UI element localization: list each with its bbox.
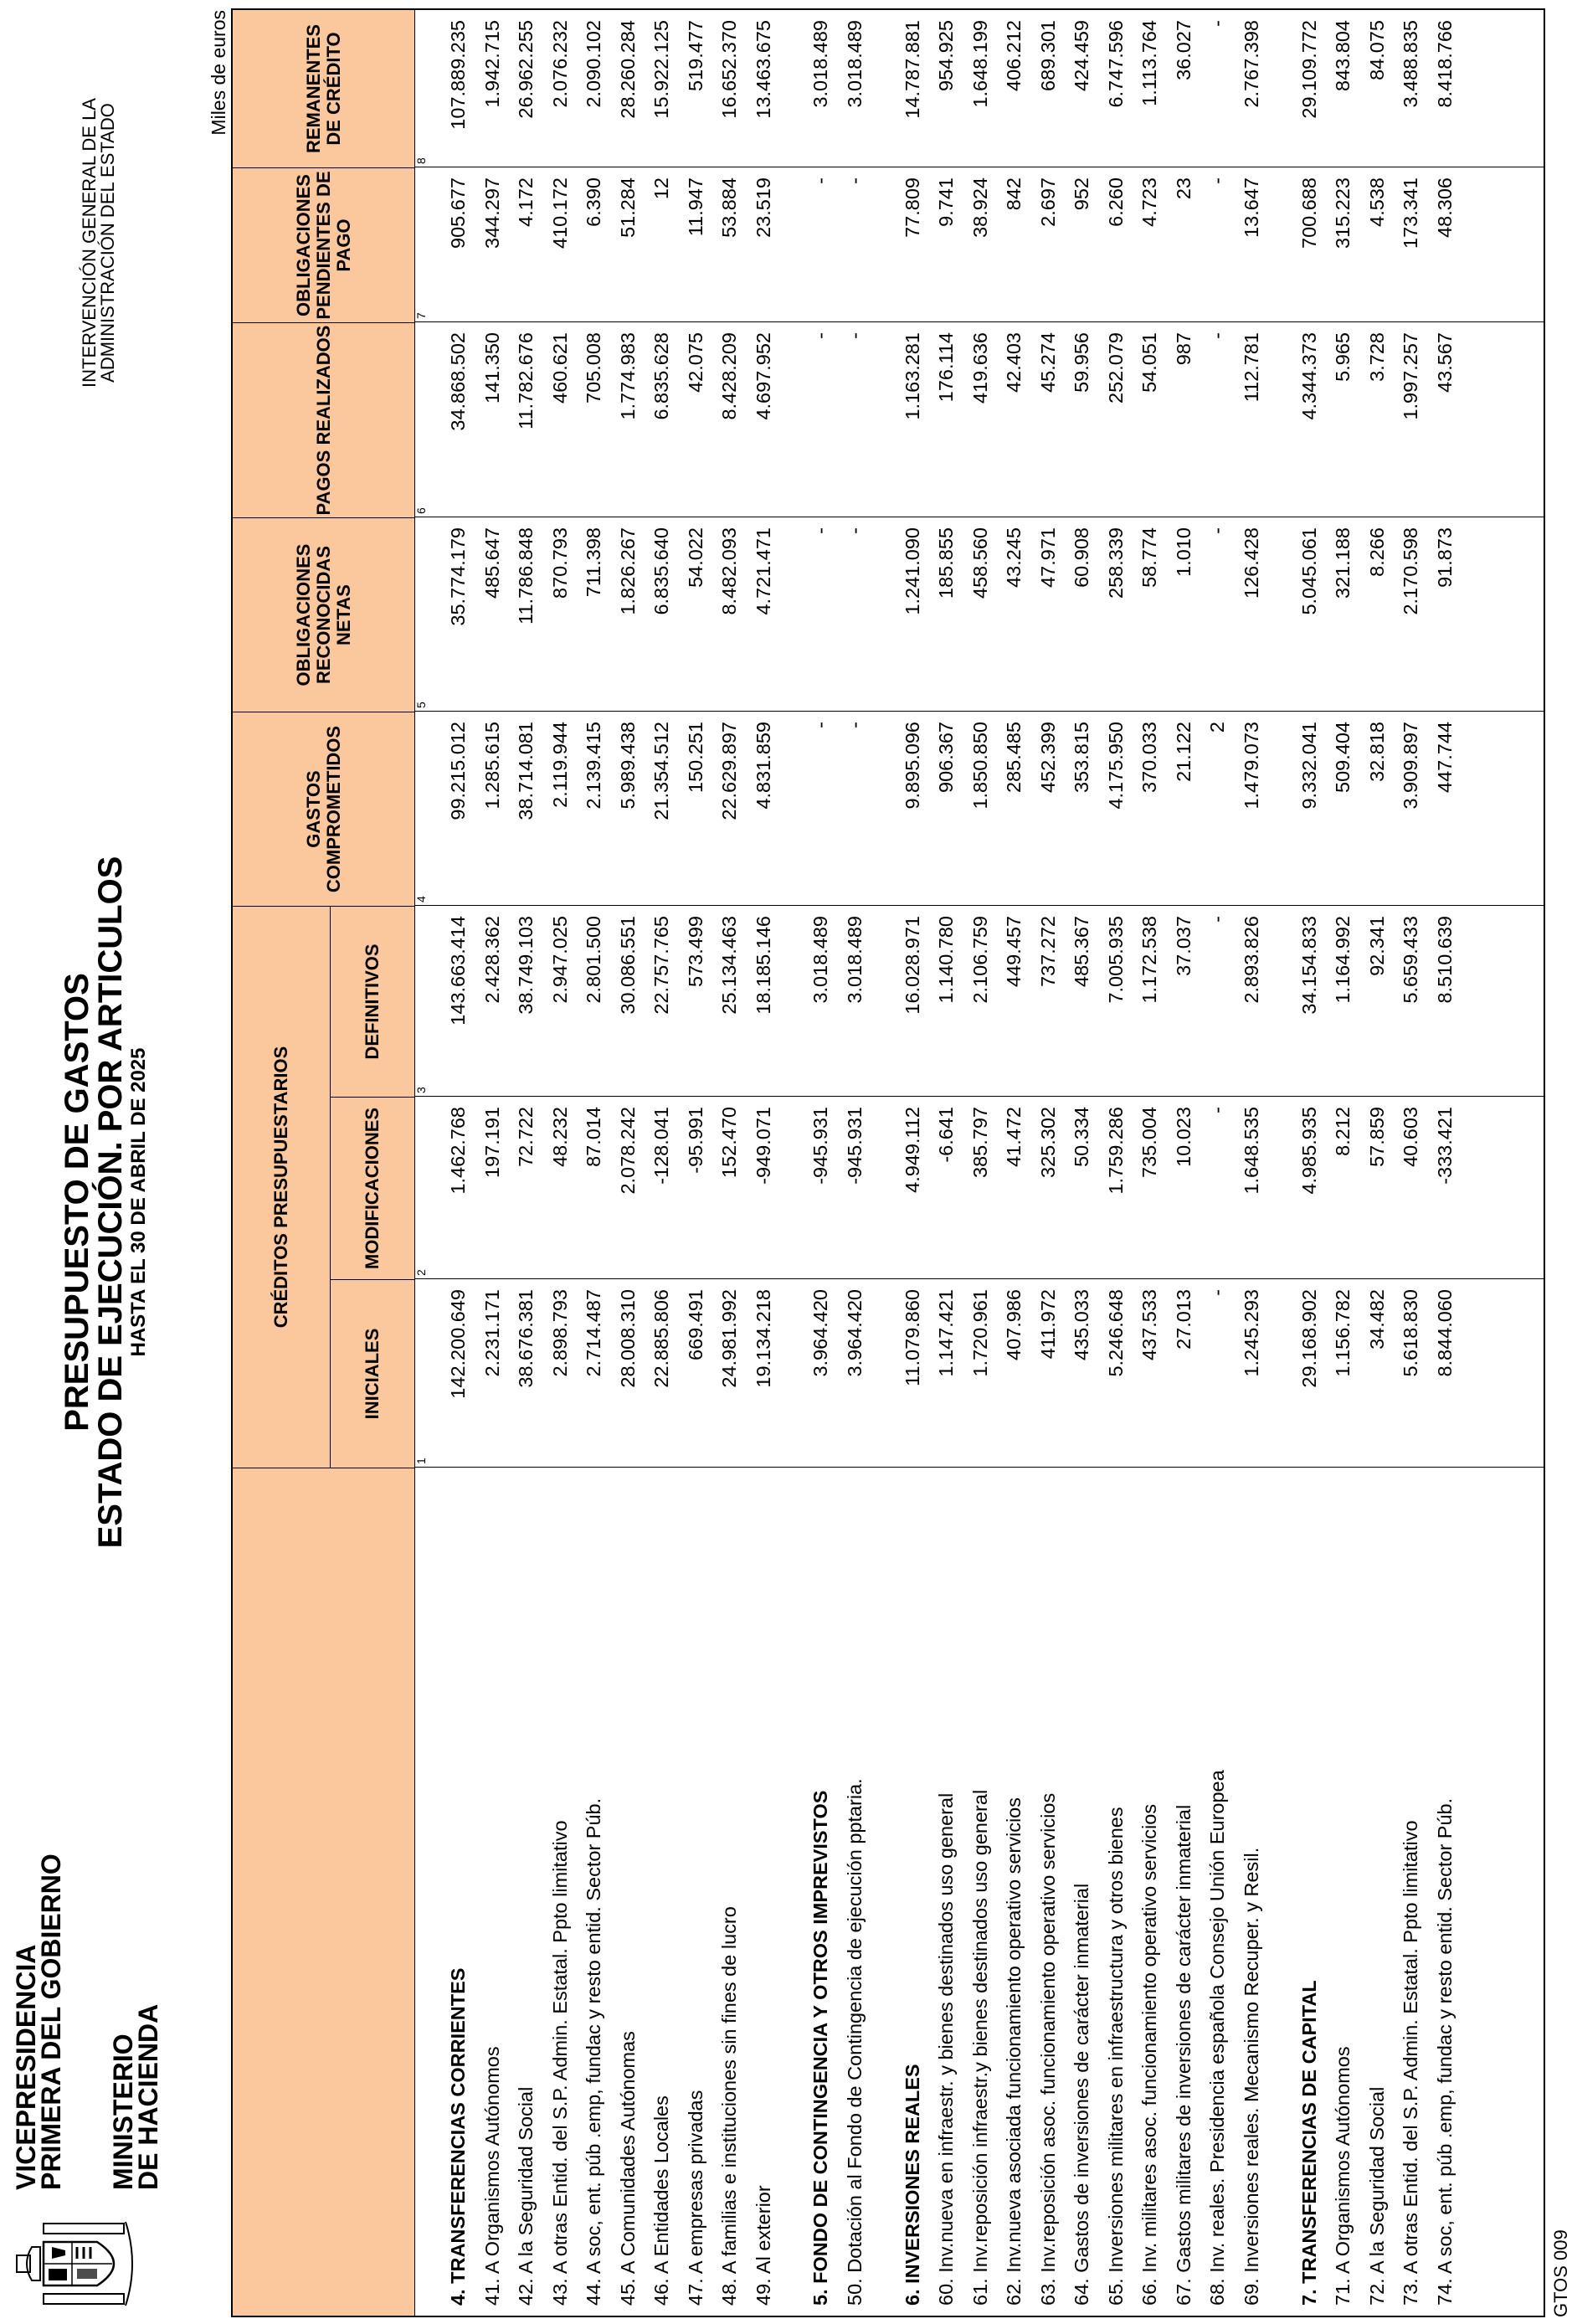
cell-value: 42.075 [685,332,706,393]
cell-value: 38.676.381 [515,1289,537,1388]
cell-value: 1.010 [1173,527,1194,577]
cell-value: 77.809 [902,177,923,238]
cell-value: 460.621 [549,332,571,404]
cell-value: 92.341 [1366,916,1388,976]
cell-value: 112.781 [1241,332,1262,403]
cell-value: - [1206,916,1228,923]
cell-value: 1.164.992 [1332,916,1354,1004]
cell-value: 28.260.284 [617,20,639,119]
cell-value: 51.284 [617,177,639,238]
cell-value: 1.285.615 [481,722,503,810]
article-concept: 43. A otras Entid. del S.P. Admin. Estatal. Ppto limitativo [549,1820,571,2306]
cell-value: 14.787.881 [902,20,923,119]
igae-block [80,67,117,419]
cell-value: 447.744 [1434,722,1456,793]
cell-value: 28.008.310 [617,1289,639,1388]
cell-value: 842 [1003,177,1025,211]
cell-value: 1.479.073 [1241,722,1262,810]
cell-value: 905.677 [447,177,469,249]
cell-value: - [1206,1107,1228,1113]
cell-value: 40.603 [1400,1107,1421,1167]
cell-value: 3.018.489 [844,916,866,1004]
cell-value: 2 [1206,722,1228,733]
article-concept: 74. A soc, ent. púb .emp, fundac y resto entid. Sector Púb. [1434,1797,1456,2306]
column-rule [415,321,1544,322]
cell-value: 4.697.952 [753,332,774,420]
cell-value: 2.714.487 [583,1289,604,1377]
cell-value: 38.714.081 [515,722,537,820]
column-number: 8 [414,157,428,164]
cell-value: 700.688 [1298,177,1320,249]
cell-value: -6.641 [935,1107,957,1163]
group-concept: 4. TRANSFERENCIAS CORRIENTES [447,1967,469,2306]
cell-value: 6.835.640 [650,527,672,615]
article-concept: 61. Inv.reposición infraestr.y bienes destinados uso general [969,1789,991,2306]
coat-of-arms-icon [13,2219,139,2309]
cell-value: - [809,527,831,534]
cell-value: 509.404 [1332,722,1354,793]
cell-value: 2.947.025 [549,916,571,1004]
cell-value: -333.421 [1434,1107,1456,1185]
ministry-line-2: DE HACIENDA [133,2003,163,2190]
cell-value: 2.078.242 [617,1107,639,1195]
cell-value: 737.272 [1037,916,1059,987]
cell-value: 353.815 [1071,722,1092,793]
cell-value: 8.510.639 [1434,916,1456,1004]
cell-value: 8.418.766 [1434,20,1456,108]
article-concept: 73. A otras Entid. del S.P. Admin. Estatal. Ppto limitativo [1400,1820,1421,2306]
cell-value: 57.859 [1366,1107,1388,1167]
cell-value: 4.344.373 [1298,332,1320,420]
cell-value: 142.200.649 [447,1289,469,1399]
cell-value: 19.134.218 [753,1289,774,1388]
cell-value: 24.981.992 [718,1289,740,1388]
cell-value: 573.499 [685,916,706,987]
article-concept: 65. Inversiones militares en infraestructura y otros bienes [1105,1807,1127,2306]
cell-value: 53.884 [718,177,740,238]
cell-value: 143.663.414 [447,916,469,1026]
cell-value: 36.027 [1173,20,1194,80]
cell-value: 4.831.859 [753,722,774,810]
cell-value: 34.154.833 [1298,916,1320,1015]
column-rule [415,1467,1544,1468]
cell-value: 9.895.096 [902,722,923,810]
cell-value: 1.774.983 [617,332,639,420]
cell-value: 5.965 [1332,332,1354,382]
column-number: 2 [414,1269,428,1276]
cell-value: 485.647 [481,527,503,599]
cell-value: 41.472 [1003,1107,1025,1167]
column-number: 6 [414,507,428,514]
cell-value: 22.885.806 [650,1289,672,1388]
vicepresidency-line-1: VICEPRESIDENCIA [11,1944,41,2190]
cell-value: 38.749.103 [515,916,537,1015]
cell-value: 26.962.255 [515,20,537,119]
cell-value: 987 [1173,332,1194,366]
cell-value: 285.485 [1003,722,1025,793]
cell-value: 58.774 [1138,527,1160,588]
cell-value: 4.538 [1366,177,1388,227]
footer-code: GTOS 009 [1550,2229,1571,2317]
cell-value: 9.741 [935,177,957,227]
article-concept: 67. Gastos militares de inversiones de carácter inmaterial [1173,1804,1194,2306]
cell-value: 1.241.090 [902,527,923,615]
article-concept: 60. Inv.nueva en infraestr. y bienes destinados uso general [935,1792,957,2306]
cell-value: 2.119.944 [549,722,571,808]
cell-value: 37.037 [1173,916,1194,976]
cell-value: 258.339 [1105,527,1127,599]
article-concept: 64. Gastos de inversiones de carácter inmaterial [1071,1883,1092,2306]
cell-value: 6.747.596 [1105,20,1127,108]
article-concept: 46. A Entidades Locales [650,2095,672,2306]
cell-value: 519.477 [685,20,706,91]
cell-value: 27.013 [1173,1289,1194,1350]
cell-value: 48.306 [1434,177,1456,238]
cell-value: 406.212 [1003,20,1025,91]
cell-value: 7.005.935 [1105,916,1127,1004]
cell-value: 252.079 [1105,332,1127,404]
cell-value: 424.459 [1071,20,1092,91]
cell-value: 1.826.267 [617,527,639,615]
cell-value: 6.835.628 [650,332,672,420]
cell-value: 2.893.826 [1241,916,1262,1004]
cell-value: 315.223 [1332,177,1354,249]
cell-value: 3.964.420 [809,1289,831,1377]
article-concept: 44. A soc, ent. púb .emp, fundac y resto entid. Sector Púb. [583,1797,604,2306]
cell-value: 1.172.538 [1138,916,1160,1004]
cell-value: 87.014 [583,1107,604,1167]
cell-value: 5.989.438 [617,722,639,810]
cell-value: 6.260 [1105,177,1127,227]
cell-value: -128.041 [650,1107,672,1185]
title-line-3: HASTA EL 30 DE ABRIL DE 2025 [127,1047,150,1357]
cell-value: 735.004 [1138,1107,1160,1178]
cell-value: 1.462.768 [447,1107,469,1195]
cell-value: 34.868.502 [447,332,469,431]
cell-value: 437.533 [1138,1289,1160,1360]
cell-value: 9.332.041 [1298,722,1320,810]
cell-value: 3.018.489 [844,20,866,108]
cell-value: 8.266 [1366,527,1388,577]
cell-value: 325.302 [1037,1107,1059,1178]
cell-value: 23.519 [753,177,774,238]
cell-value: 870.793 [549,527,571,599]
units-label: Miles de euros [208,10,229,136]
cell-value: 34.482 [1366,1289,1388,1350]
cell-value: 99.215.012 [447,722,469,820]
igae-line-1: INTERVENCIÓN GENERAL DE LA [79,98,100,388]
cell-value: 689.301 [1037,20,1059,91]
cell-value: 152.470 [718,1107,740,1178]
cell-value: 2.139.415 [583,722,604,810]
cell-value: 29.168.902 [1298,1289,1320,1388]
column-number: 7 [414,312,428,319]
cell-value: 1.997.257 [1400,332,1421,420]
cell-value: 3.909.897 [1400,722,1421,810]
cell-value: 1.648.199 [969,20,991,108]
cell-value: 4.172 [515,177,537,227]
cell-value: 370.033 [1138,722,1160,793]
cell-value: 8.482.093 [718,527,740,615]
cell-value: 43.245 [1003,527,1025,588]
cell-value: -95.991 [685,1107,706,1174]
cell-value: 4.721.471 [753,527,774,615]
cell-value: 12 [650,177,672,200]
cell-value: 485.367 [1071,916,1092,987]
igae-line-2: ADMINISTRACIÓN DEL ESTADO [97,103,118,383]
article-concept: 50. Dotación al Fondo de Contingencia de ejecución pptaria. [844,1778,866,2306]
cell-value: 38.924 [969,177,991,238]
cell-value: 91.873 [1434,527,1456,588]
vicepresidency-line-2: PRIMERA DEL GOBIERNO [36,1854,66,2190]
group-concept: 7. TRANSFERENCIAS DE CAPITAL [1298,1980,1320,2306]
budget-table [231,8,1545,2317]
cell-value: 197.191 [481,1107,503,1178]
cell-value: - [844,332,866,339]
cell-value: 3.018.489 [809,20,831,108]
cell-value: 1.163.281 [902,332,923,420]
cell-value: - [844,722,866,728]
cell-value: - [1206,20,1228,27]
cell-value: 35.774.179 [447,527,469,626]
article-concept: 68. Inv. reales. Presidencia española Consejo Unión Europea [1206,1770,1228,2306]
cell-value: 1.648.535 [1241,1107,1262,1195]
cell-value: 5.659.433 [1400,916,1421,1004]
cell-value: 11.947 [685,177,706,237]
article-concept: 71. A Organismos Autónomos [1332,2046,1354,2306]
cell-value: 42.403 [1003,332,1025,393]
report-title [60,616,151,1788]
column-rule [415,905,1544,906]
article-concept: 47. A empresas privadas [685,2090,706,2306]
col-header-7: OBLIGACIONES PENDIENTES DE PAGO [233,167,415,322]
cell-value: 3.018.489 [809,916,831,1004]
cell-value: 59.956 [1071,332,1092,393]
article-concept: 48. A familias e instituciones sin fines de lucro [718,1906,740,2306]
cell-value: - [809,177,831,184]
cell-value: 4.175.950 [1105,722,1127,810]
cell-value: 13.647 [1241,177,1262,238]
cell-value: - [844,527,866,534]
cell-value: 2.697 [1037,177,1059,227]
cell-value: 4.723 [1138,177,1160,227]
cell-value: 5.618.830 [1400,1289,1421,1377]
cell-value: 107.889.235 [447,20,469,130]
column-number: 5 [414,702,428,708]
col-header-2: MODIFICACIONES [331,1097,415,1279]
cell-value: 2.898.793 [549,1289,571,1377]
cell-value: 11.079.860 [902,1289,923,1386]
cell-value: 25.134.463 [718,916,740,1015]
ministry-line-1: MINISTERIO [108,2034,138,2190]
cell-value: 449.457 [1003,916,1025,987]
cell-value: 1.759.286 [1105,1107,1127,1195]
article-concept: 45. A Comunidades Autónomas [617,2031,639,2306]
article-concept: 41. A Organismos Autónomos [481,2046,503,2306]
cell-value: 435.033 [1071,1289,1092,1360]
cell-value: 47.971 [1037,527,1059,588]
column-number: 1 [414,1458,428,1464]
cell-value: 176.114 [935,332,957,403]
cell-value: 954.925 [935,20,957,91]
article-concept: 72. A la Seguridad Social [1366,2086,1388,2306]
cell-value: 1.113.764 [1138,20,1160,106]
cell-value: 2.076.232 [549,20,571,108]
cell-value: 2.231.171 [481,1289,503,1377]
cell-value: 16.028.971 [902,916,923,1015]
article-concept: 62. Inv.nueva asociada funcionamiento operativo servicios [1003,1797,1025,2306]
cell-value: 4.949.112 [902,1107,923,1193]
cell-value: 1.720.961 [969,1289,991,1377]
article-concept: 69. Inversiones reales. Mecanismo Recuper. y Resil. [1241,1847,1262,2306]
cell-value: 2.090.102 [583,20,604,108]
cell-value: 48.232 [549,1107,571,1167]
cell-value: - [1206,527,1228,534]
cell-value: 32.818 [1366,722,1388,782]
cell-value: 54.022 [685,527,706,588]
cell-value: 407.986 [1003,1289,1025,1360]
cell-value: 185.855 [935,527,957,599]
cell-value: -945.931 [844,1107,866,1185]
cell-value: 21.354.512 [650,722,672,820]
cell-value: 45.274 [1037,332,1059,393]
cell-value: 385.797 [969,1107,991,1178]
cell-value: 15.922.125 [650,20,672,119]
cell-value: 906.367 [935,722,957,793]
cell-value: 22.629.897 [718,722,740,820]
cell-value: 150.251 [685,722,706,793]
cell-value: 1.156.782 [1332,1289,1354,1377]
cell-value: 141.350 [481,332,503,404]
cell-value: 6.390 [583,177,604,227]
cell-value: 711.398 [583,527,604,598]
cell-value: 419.636 [969,332,991,404]
column-rule [415,1278,1544,1279]
group-concept: 5. FONDO DE CONTINGENCIA Y OTROS IMPREVISTOS [809,1790,831,2306]
cell-value: 11.782.676 [515,332,537,429]
cell-value: 411.972 [1037,1289,1059,1360]
cell-value: 29.109.772 [1298,20,1320,119]
cell-value: 126.428 [1241,527,1262,599]
article-concept: 42. A la Seguridad Social [515,2086,537,2306]
cell-value: 11.786.848 [515,527,537,625]
cell-value: - [1206,1289,1228,1296]
cell-value: 2.428.362 [481,916,503,1004]
cell-value: 4.985.935 [1298,1107,1320,1195]
ministry-block [13,1854,161,2190]
cell-value: 3.728 [1366,332,1388,382]
cell-value: 452.399 [1037,722,1059,793]
group-concept: 6. INVERSIONES REALES [902,2064,923,2306]
cell-value: 30.086.551 [617,916,639,1015]
cell-value: 72.722 [515,1107,537,1167]
col-header-8: REMANENTES DE CRÉDITO [233,10,415,167]
cell-value: 2.106.759 [969,916,991,1004]
cell-value: - [844,177,866,184]
cell-value: 344.297 [481,177,503,249]
cell-value: 8.212 [1332,1107,1354,1156]
cell-value: 43.567 [1434,332,1456,393]
cell-value: 410.172 [549,177,571,249]
title-line-1: PRESUPUESTO DE GASTOS [59,973,95,1432]
cell-value: 21.122 [1173,722,1194,782]
col-header-4: GASTOS COMPROMETIDOS [233,712,415,906]
cell-value: 84.075 [1366,20,1388,80]
cell-value: -949.071 [753,1107,774,1185]
cell-value: - [809,722,831,728]
cell-value: - [1206,332,1228,339]
cell-value: 2.170.598 [1400,527,1421,615]
article-concept: 49. Al exterior [753,2185,774,2306]
title-line-2: ESTADO DE EJECUCIÓN. POR ARTICULOS [92,856,129,1549]
cell-value: 843.804 [1332,20,1354,91]
cell-value: 18.185.146 [753,916,774,1015]
cell-value: 1.140.780 [935,916,957,1004]
column-rule [415,711,1544,712]
concept-header [233,1468,415,2316]
cell-value: 3.488.835 [1400,20,1421,108]
col-header-5: OBLIGACIONES RECONOCIDAS NETAS [233,517,415,712]
cell-value: - [809,332,831,339]
cell-value: 5.246.648 [1105,1289,1127,1377]
cell-value: 3.964.420 [844,1289,866,1377]
cell-value: 8.844.060 [1434,1289,1456,1377]
col-header-1: INICIALES [331,1279,415,1468]
cell-value: - [1206,177,1228,184]
cell-value: 60.908 [1071,527,1092,588]
cell-value: 1.245.293 [1241,1289,1262,1377]
cell-value: 669.491 [685,1289,706,1360]
cell-value: 458.560 [969,527,991,599]
cell-value: 952 [1071,177,1092,211]
cell-value: 705.008 [583,332,604,404]
article-concept: 66. Inv. militares asoc. funcionamiento operativo servicios [1138,1803,1160,2306]
cell-value: 5.045.061 [1298,527,1320,615]
cell-value: 1.850.850 [969,722,991,810]
cell-value: 8.428.209 [718,332,740,420]
cell-value: 54.051 [1138,332,1160,393]
cell-value: 10.023 [1173,1107,1194,1167]
cell-value: 321.188 [1332,527,1354,599]
cell-value: 1.942.715 [481,20,503,108]
col-header-6: PAGOS REALIZADOS [233,322,415,517]
article-concept: 63. Inv.reposición asoc. funcionamiento operativo servicios [1037,1792,1059,2306]
cell-value: 1.147.421 [935,1289,957,1377]
column-rule [415,1096,1544,1097]
cell-value: 173.341 [1400,177,1421,249]
cell-value: 23 [1173,177,1194,200]
credit-group-header: CRÉDITOS PRESUPUESTARIOS [233,906,331,1468]
cell-value: -945.931 [809,1107,831,1185]
col-header-3: DEFINITIVOS [331,906,415,1097]
cell-value: 13.463.675 [753,20,774,119]
cell-value: 2.767.398 [1241,20,1262,108]
column-number: 4 [414,896,428,902]
cell-value: 2.801.500 [583,916,604,1004]
column-number: 3 [414,1087,428,1093]
cell-value: 16.652.370 [718,20,740,119]
cell-value: 22.757.765 [650,916,672,1015]
cell-value: 50.334 [1071,1107,1092,1167]
